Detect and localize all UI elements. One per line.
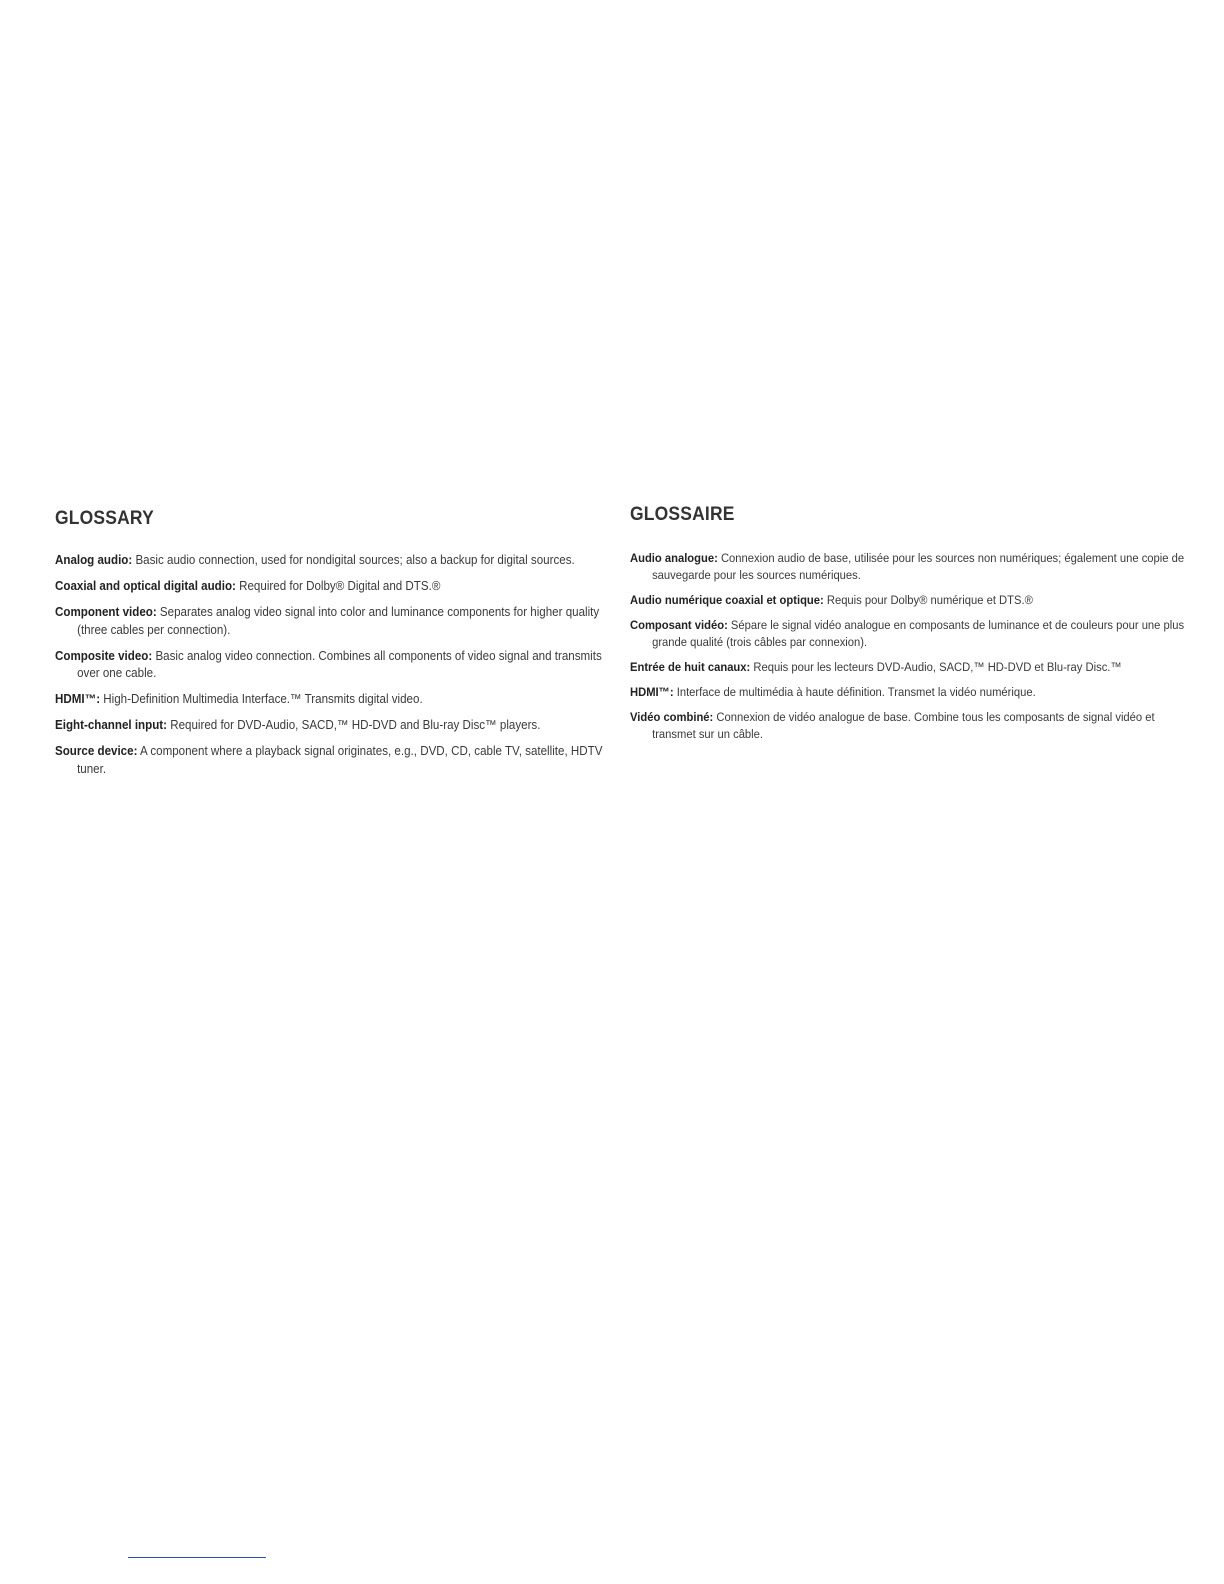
glossary-entry bbox=[630, 709, 1194, 743]
glossary-title: GLOSSARY bbox=[55, 508, 154, 529]
entry-term: HDMI™: bbox=[630, 685, 674, 699]
entry-definition: High-Definition Multimedia Interface.™ Transmits digital video. bbox=[103, 692, 423, 706]
glossary-entry bbox=[630, 592, 1194, 609]
entry-term: Coaxial and optical digital audio: bbox=[55, 579, 236, 593]
entry-term: Entrée de huit canaux: bbox=[630, 660, 751, 674]
entry-term: HDMI™: bbox=[55, 692, 101, 706]
glossary-english bbox=[55, 508, 603, 787]
entry-definition: Requis pour les lecteurs DVD-Audio, SACD,™ HD-DVD et Blu-ray Disc.™ bbox=[753, 660, 1122, 674]
entry-definition: Separates analog video signal into color and luminance components for higher quality (three cables per connection). bbox=[77, 605, 600, 637]
entry-term: Source device: bbox=[55, 744, 138, 758]
glossary-entry bbox=[55, 604, 604, 639]
entry-definition: Required for Dolby® Digital and DTS.® bbox=[239, 579, 441, 593]
entry-term: Composite video: bbox=[55, 648, 153, 663]
glossary-entry bbox=[55, 691, 604, 709]
entry-definition: Basic analog video connection. Combines all components of video signal and transmits over one cable. bbox=[77, 648, 602, 680]
glossary-french bbox=[630, 504, 1185, 751]
glossary-entry bbox=[630, 617, 1194, 651]
entry-definition: Interface de multimédia à haute définition. Transmet la vidéo numérique. bbox=[676, 685, 1036, 699]
glossary-entry bbox=[55, 578, 604, 596]
entry-term: Composant vidéo: bbox=[630, 618, 728, 632]
glossary-entry bbox=[55, 717, 604, 735]
glossary-entry bbox=[630, 550, 1194, 584]
entry-definition: Connexion audio de base, utilisée pour les sources non numériques; également une copie de sauvegarde pour les sources numériques. bbox=[652, 551, 1185, 582]
glossary-entry bbox=[55, 743, 604, 778]
entry-term: Vidéo combiné: bbox=[630, 710, 714, 724]
entry-definition: Sépare le signal vidéo analogue en composants de luminance et de couleurs pour une plus grande qualité (trois câbles par connexion). bbox=[652, 618, 1185, 649]
entry-definition: A component where a playback signal originates, e.g., DVD, CD, cable TV, satellite, HDTV tuner. bbox=[77, 744, 603, 776]
entry-definition: Basic audio connection, used for nondigital sources; also a backup for digital sources. bbox=[135, 553, 575, 567]
glossary-entry bbox=[630, 684, 1194, 701]
footer-rule bbox=[128, 1557, 266, 1558]
glossary-entry bbox=[55, 552, 604, 570]
entry-definition: Required for DVD-Audio, SACD,™ HD-DVD and Blu-ray Disc™ players. bbox=[170, 718, 541, 732]
entry-term: Audio numérique coaxial et optique: bbox=[630, 593, 824, 607]
glossary-entry bbox=[630, 659, 1194, 676]
entry-term: Eight-channel input: bbox=[55, 718, 167, 732]
entry-term: Analog audio: bbox=[55, 553, 133, 567]
entry-term: Component video: bbox=[55, 605, 157, 619]
entry-definition: Connexion de vidéo analogue de base. Combine tous les composants de signal vidéo et transmet sur un câble. bbox=[652, 710, 1155, 741]
glossary-entry bbox=[55, 648, 604, 683]
entry-term: Audio analogue: bbox=[630, 551, 718, 565]
entry-definition: Requis pour Dolby® numérique et DTS.® bbox=[826, 593, 1033, 607]
glossary-title: GLOSSAIRE bbox=[630, 504, 735, 525]
